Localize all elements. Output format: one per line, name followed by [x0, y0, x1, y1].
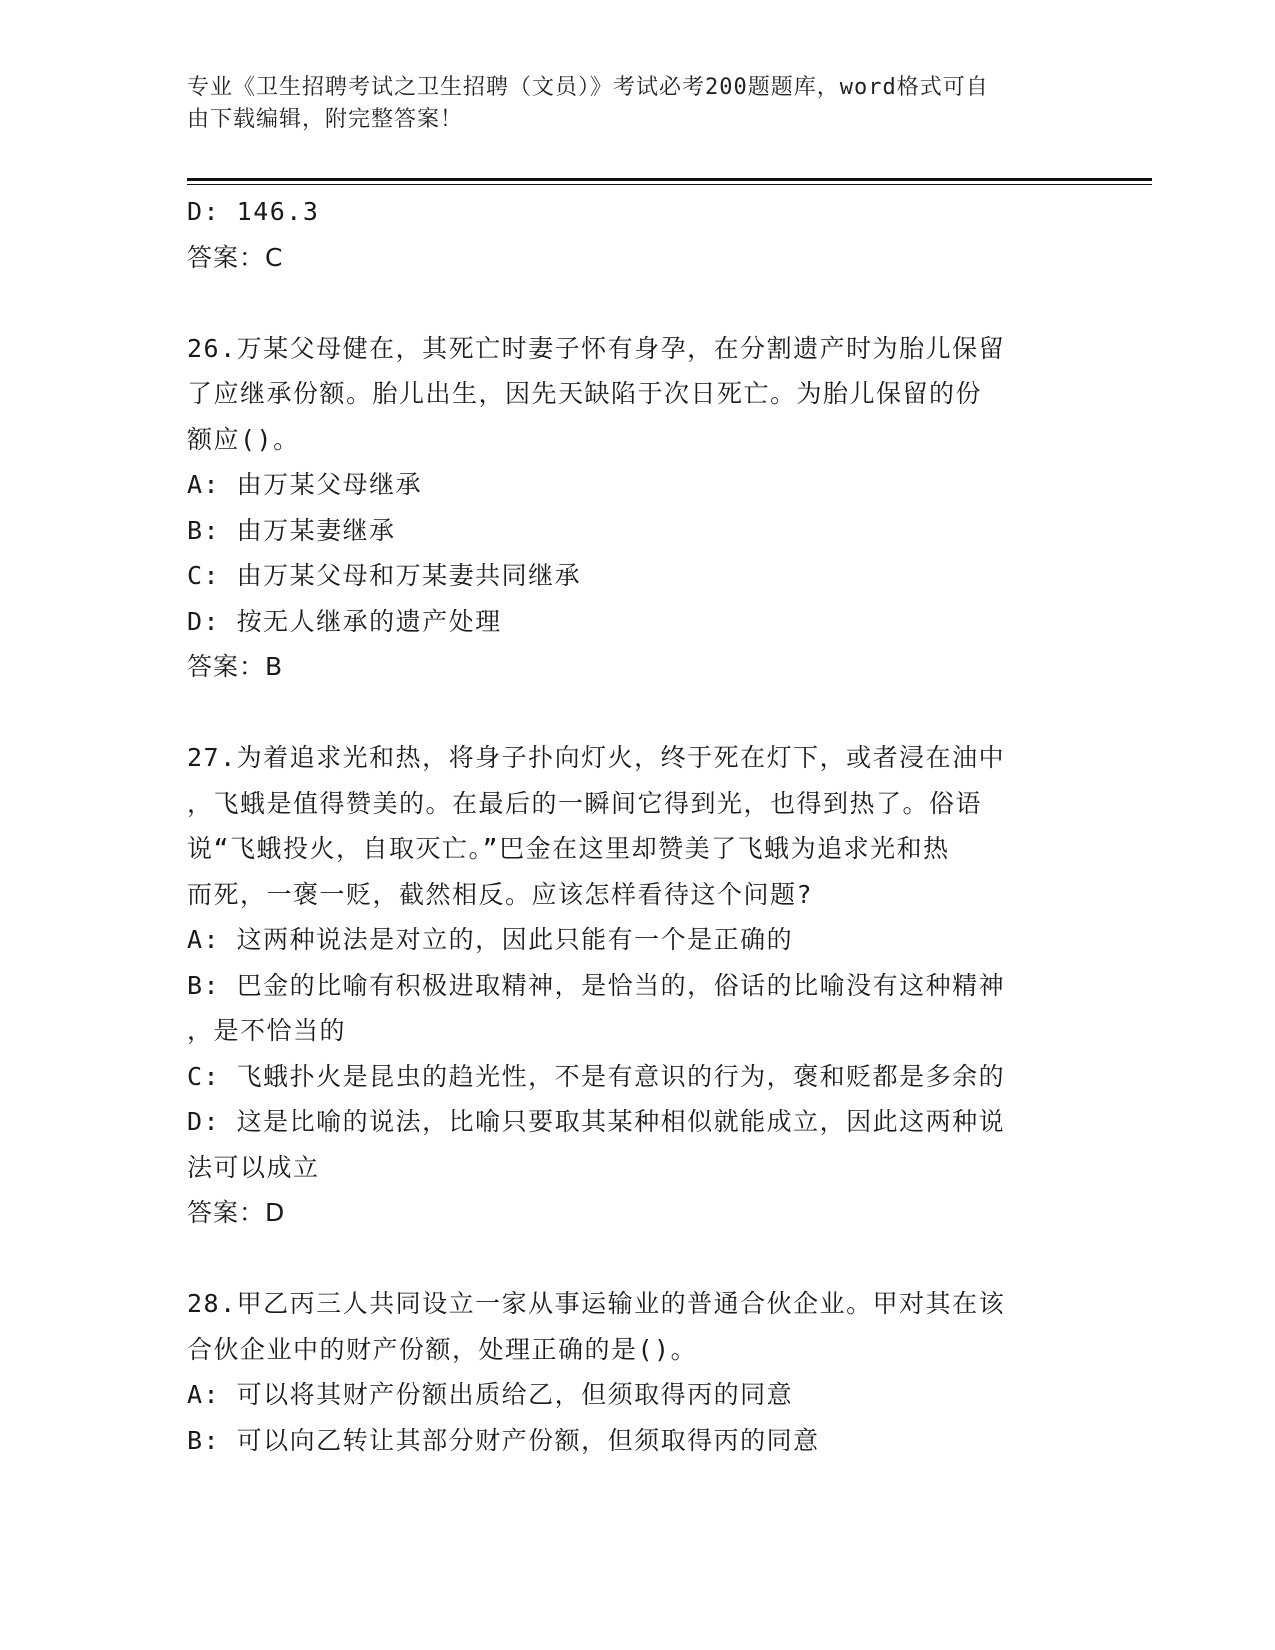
option-b: B: 可以向乙转让其部分财产份额，但须取得丙的同意: [187, 1425, 820, 1455]
option-c: C: 由万某父母和万某妻共同继承: [187, 561, 582, 590]
question-list: [187, 189, 1087, 1463]
question-27: [187, 735, 1087, 1236]
question-28: [187, 1281, 1087, 1463]
question-stem-line: 合伙企业中的财产份额，处理正确的是()。: [187, 1334, 698, 1364]
option-b: B: 由万某妻继承: [187, 515, 396, 545]
header-line: 专业《卫生招聘考试之卫生招聘（文员）》考试必考200题题库，word格式可自: [187, 75, 989, 100]
option-d-continued: 法可以成立: [187, 1152, 320, 1182]
option-d: D: 146.3: [187, 197, 320, 226]
question-stem-line: 了应继承份额。胎儿出生，因先天缺陷于次日死亡。为胎儿保留的份: [187, 379, 983, 408]
question-stem-line: 额应()。: [187, 424, 300, 454]
question-stem-line: 说“飞蛾投火，自取灭亡。”巴金在这里却赞美了飞蛾为追求光和热: [187, 834, 950, 863]
option-c: C: 飞蛾扑火是昆虫的趋光性，不是有意识的行为，褒和贬都是多余的: [187, 1061, 1006, 1091]
question-stem-line: ，飞蛾是值得赞美的。在最后的一瞬间它得到光，也得到热了。俗语: [187, 788, 983, 818]
question-stem-line: 26.万某父母健在，其死亡时妻子怀有身孕，在分割遗产时为胎儿保留: [187, 333, 1006, 363]
option-d: D: 按无人继承的遗产处理: [187, 606, 502, 636]
option-a: A: 可以将其财产份额出质给乙，但须取得丙的同意: [187, 1380, 794, 1409]
previous-question-tail: [187, 189, 1087, 280]
header-divider-thick: [187, 178, 1152, 181]
spacer: [187, 280, 1087, 326]
option-b: B: 巴金的比喻有积极进取精神，是恰当的，俗话的比喻没有这种精神: [187, 970, 1006, 1000]
option-b-continued: ，是不恰当的: [187, 1016, 347, 1045]
question-26: [187, 326, 1087, 690]
question-stem-line: 28.甲乙丙三人共同设立一家从事运输业的普通合伙企业。甲对其在该: [187, 1289, 1006, 1318]
answer-line: 答案：C: [187, 242, 284, 272]
page-header: [187, 72, 1067, 136]
spacer: [187, 1236, 1087, 1282]
spacer: [187, 690, 1087, 736]
option-a: A: 由万某父母继承: [187, 470, 423, 499]
header-divider-thin: [187, 184, 1152, 185]
answer-line: 答案：D: [187, 1198, 286, 1227]
option-a: A: 这两种说法是对立的，因此只能有一个是正确的: [187, 925, 794, 954]
question-stem-line: 而死，一褒一贬，截然相反。应该怎样看待这个问题?: [187, 879, 814, 909]
header-line: 由下载编辑，附完整答案！: [187, 107, 464, 132]
question-stem-line: 27.为着追求光和热，将身子扑向灯火，终于死在灯下，或者浸在油中: [187, 743, 1006, 772]
answer-line: 答案：B: [187, 652, 284, 681]
option-d: D: 这是比喻的说法，比喻只要取其某种相似就能成立，因此这两种说: [187, 1107, 1006, 1136]
